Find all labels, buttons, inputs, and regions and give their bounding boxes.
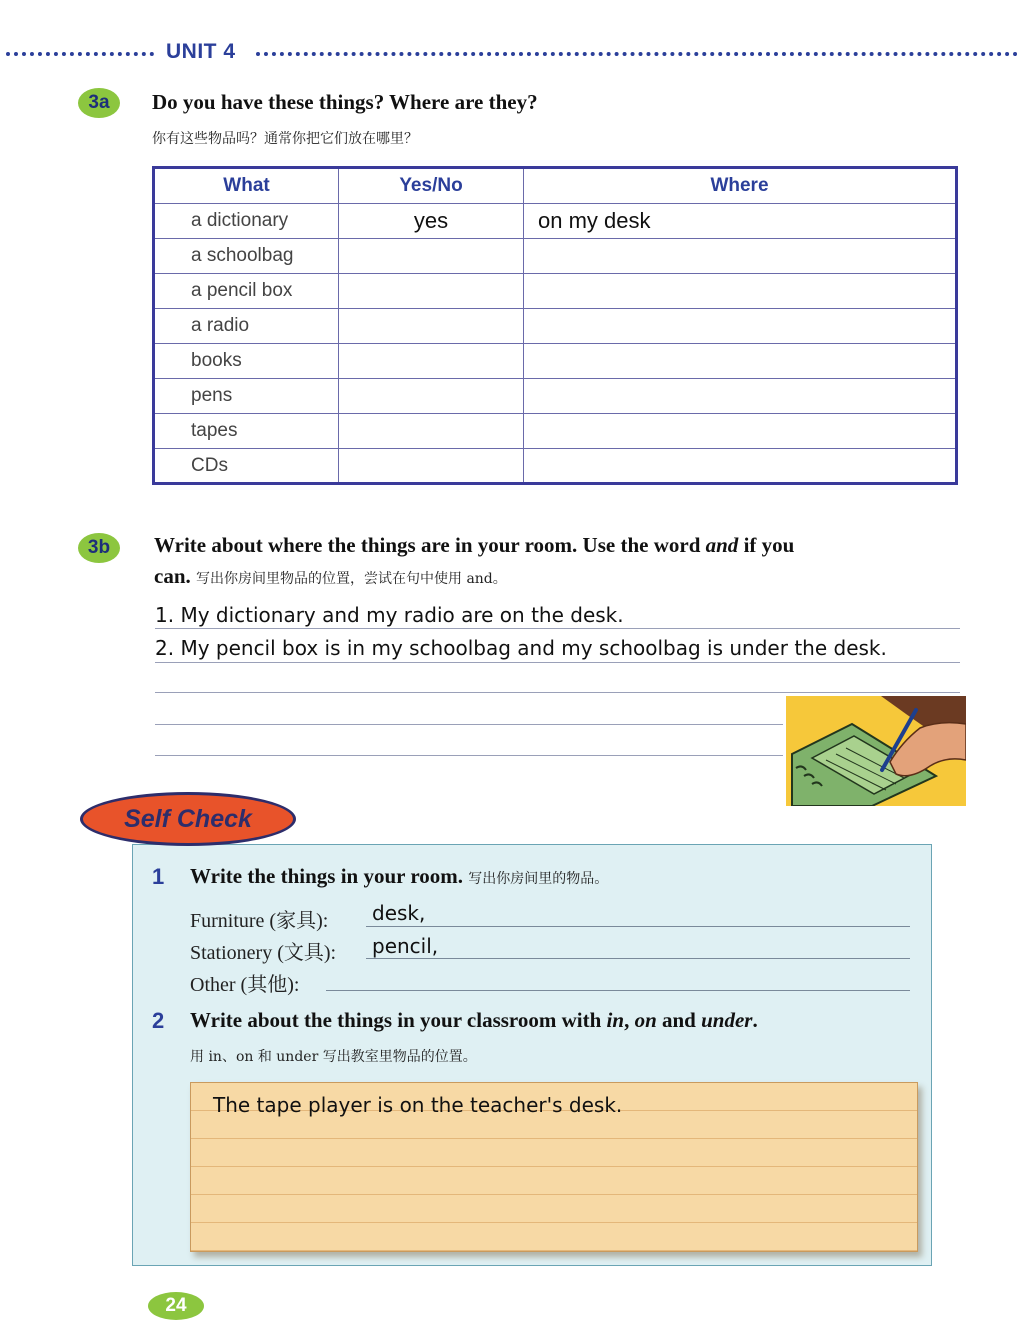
table-row bbox=[154, 414, 957, 449]
writing-notebook-illustration bbox=[786, 696, 966, 806]
furniture-value[interactable]: desk, bbox=[372, 901, 426, 925]
note-text: The tape player is on the teacher's desk. bbox=[213, 1093, 623, 1117]
table-row bbox=[154, 274, 957, 309]
instruction-text: Write about the things in your classroom with bbox=[190, 1008, 607, 1032]
instruction-keyword: and bbox=[705, 533, 739, 557]
stationery-answer-rule bbox=[366, 958, 910, 959]
writing-rule bbox=[155, 662, 960, 663]
header-yes-no: Yes/No bbox=[339, 168, 524, 204]
section-3a-badge: 3a bbox=[78, 88, 120, 118]
section-3b-instruction-line2 bbox=[154, 564, 507, 589]
section-3b-instruction-cn: 写出你房间里物品的位置，尝试在句中使用 and。 bbox=[196, 571, 507, 587]
answer-line-2[interactable]: 2. My pencil box is in my schoolbag and my schoolbag is under the desk. bbox=[155, 636, 887, 660]
cell-what: a pencil box bbox=[154, 274, 339, 309]
item-1-instruction-cn: 写出你房间里的物品。 bbox=[468, 871, 609, 887]
unit-title: UNIT 4 bbox=[166, 40, 236, 63]
cell-yes-no[interactable] bbox=[339, 414, 524, 449]
section-3a-instruction-cn: 你有这些物品吗？通常你把它们放在哪里？ bbox=[152, 131, 418, 147]
cell-yes-no[interactable] bbox=[339, 274, 524, 309]
instruction-text: can. bbox=[154, 564, 191, 588]
writing-rule[interactable] bbox=[155, 692, 960, 693]
cell-what: tapes bbox=[154, 414, 339, 449]
dotted-rule-left bbox=[6, 52, 154, 56]
writing-rule[interactable] bbox=[155, 724, 783, 725]
section-3b-badge: 3b bbox=[78, 533, 120, 563]
stationery-label: Stationery (文具): bbox=[190, 942, 337, 964]
other-answer-rule bbox=[326, 990, 910, 991]
keyword-on: on bbox=[634, 1008, 657, 1032]
table-row bbox=[154, 239, 957, 274]
table-row bbox=[154, 379, 957, 414]
instruction-text: Write the things in your room. bbox=[190, 864, 464, 888]
writing-rule[interactable] bbox=[155, 755, 783, 756]
cell-yes-no[interactable] bbox=[339, 449, 524, 484]
stationery-value[interactable]: pencil, bbox=[372, 934, 439, 958]
answer-line-1[interactable]: 1. My dictionary and my radio are on the desk. bbox=[155, 603, 624, 627]
cell-yes-no[interactable] bbox=[339, 239, 524, 274]
things-table bbox=[152, 166, 958, 485]
cell-where[interactable] bbox=[524, 379, 957, 414]
note-card[interactable] bbox=[190, 1082, 918, 1252]
keyword-under: under bbox=[701, 1008, 753, 1032]
cell-where[interactable] bbox=[524, 239, 957, 274]
item-2-instruction-cn: 用 in、on 和 under 写出教室里物品的位置。 bbox=[190, 1049, 477, 1065]
table-row bbox=[154, 344, 957, 379]
cell-what: CDs bbox=[154, 449, 339, 484]
cell-yes-no[interactable] bbox=[339, 309, 524, 344]
furniture-answer-rule bbox=[366, 926, 910, 927]
cell-what: pens bbox=[154, 379, 339, 414]
cell-where[interactable] bbox=[524, 274, 957, 309]
header-where: Where bbox=[524, 168, 957, 204]
section-3b-instruction bbox=[154, 533, 794, 558]
item-1-number: 1 bbox=[152, 864, 165, 889]
cell-where[interactable] bbox=[524, 309, 957, 344]
page-number: 24 bbox=[148, 1292, 204, 1320]
cell-where[interactable] bbox=[524, 414, 957, 449]
instruction-text: Write about where the things are in your room. Use the word bbox=[154, 533, 706, 557]
instruction-text: if you bbox=[738, 533, 795, 557]
cell-yes-no[interactable] bbox=[339, 379, 524, 414]
cell-where[interactable] bbox=[524, 449, 957, 484]
table-row bbox=[154, 449, 957, 484]
cell-what: books bbox=[154, 344, 339, 379]
self-check-badge: Self Check bbox=[80, 792, 296, 846]
writing-rule bbox=[155, 628, 960, 629]
keyword-in: in bbox=[606, 1008, 625, 1032]
unit-header bbox=[0, 38, 1024, 68]
furniture-label: Furniture (家具): bbox=[190, 910, 329, 932]
header-what: What bbox=[154, 168, 339, 204]
table-row bbox=[154, 309, 957, 344]
table-header-row bbox=[154, 168, 957, 204]
cell-what: a dictionary bbox=[154, 204, 339, 239]
item-2-number: 2 bbox=[152, 1008, 165, 1033]
cell-what: a schoolbag bbox=[154, 239, 339, 274]
cell-yes-no[interactable]: yes bbox=[339, 204, 524, 239]
cell-where[interactable]: on my desk bbox=[524, 204, 957, 239]
other-label: Other (其他): bbox=[190, 974, 300, 996]
item-1-instruction bbox=[190, 864, 608, 889]
section-3a-instruction: Do you have these things? Where are they? bbox=[152, 90, 538, 114]
cell-what: a radio bbox=[154, 309, 339, 344]
cell-where[interactable] bbox=[524, 344, 957, 379]
cell-yes-no[interactable] bbox=[339, 344, 524, 379]
dotted-rule-right bbox=[256, 52, 1018, 56]
instruction-text: and bbox=[656, 1008, 702, 1032]
item-2-instruction: Write about the things in your classroom with in, on and under. bbox=[190, 1008, 758, 1032]
table-row bbox=[154, 204, 957, 239]
